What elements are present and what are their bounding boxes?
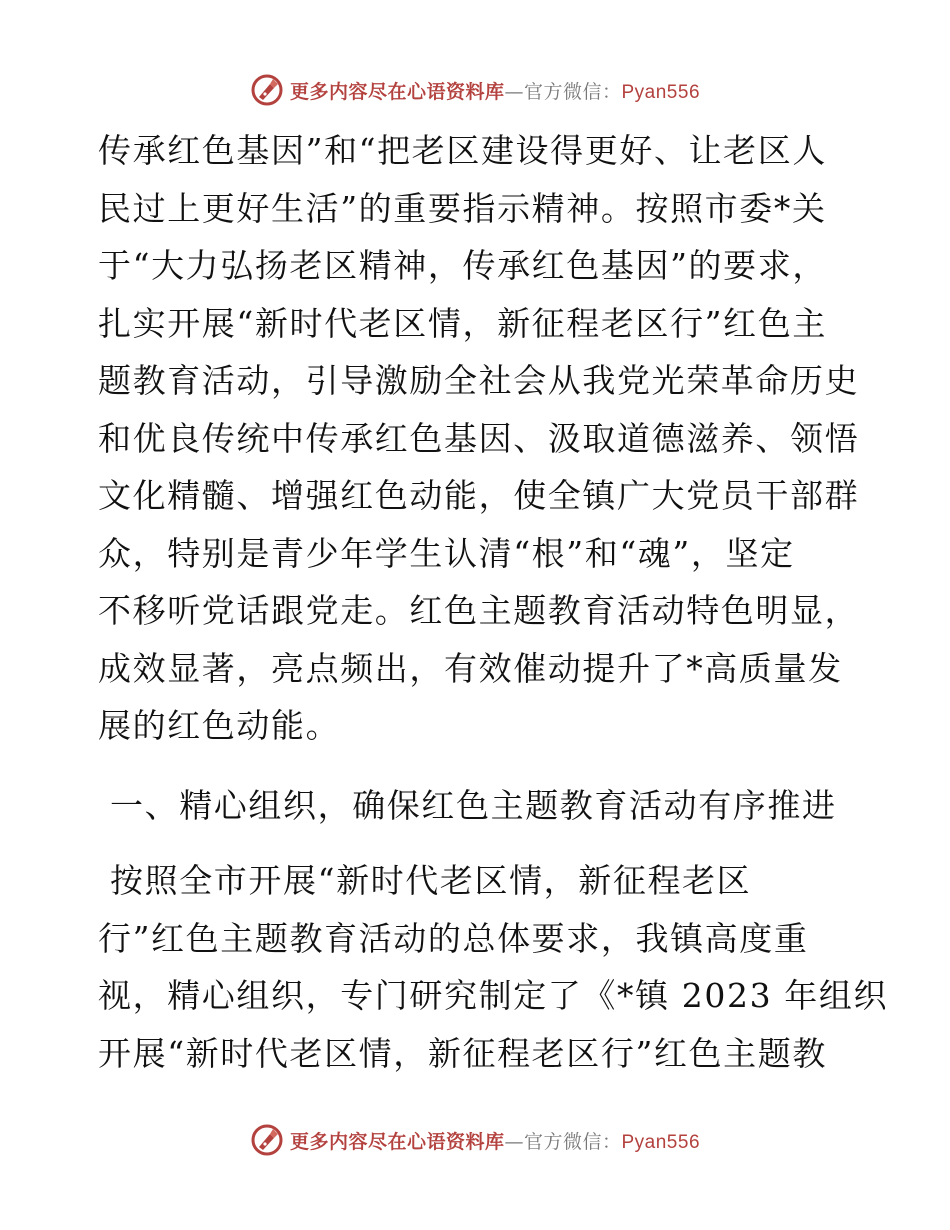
paragraph-2 bbox=[98, 852, 889, 1082]
text-line: 题教育活动，引导激励全社会从我党光荣革命历史 bbox=[98, 361, 860, 400]
watermark-separator: — bbox=[504, 1130, 524, 1153]
watermark-contact-id: Pyan556 bbox=[621, 81, 701, 103]
pen-nib-logo-icon bbox=[250, 73, 284, 107]
text-line: 于“大力弘扬老区精神，传承红色基因”的要求， bbox=[98, 246, 827, 285]
text-line: 众，特别是青少年学生认清“根”和“魂”，坚定 bbox=[98, 533, 795, 573]
paragraph-1 bbox=[98, 122, 858, 755]
watermark-separator: — bbox=[504, 80, 524, 103]
text-line: 民过上更好生活”的重要指示精神。按照市委*关 bbox=[98, 188, 827, 228]
text-line: 文化精髓、增强红色动能，使全镇广大党员干部群 bbox=[98, 476, 860, 515]
watermark-text bbox=[290, 77, 700, 104]
header-watermark bbox=[0, 70, 950, 110]
watermark-contact-id: Pyan556 bbox=[621, 1131, 701, 1153]
text-line: 传承红色基因”和“把老区建设得更好、让老区人 bbox=[98, 131, 827, 170]
text-line: 展的红色动能。 bbox=[98, 706, 341, 745]
watermark-text bbox=[290, 1127, 700, 1154]
watermark-site: 更多内容尽在心语资料库 bbox=[289, 1130, 505, 1153]
text-line: 按照全市开展“新时代老区情，新征程老区 bbox=[110, 861, 752, 900]
text-line: 成效显著，亮点频出，有效催动提升了*高质量发 bbox=[98, 648, 843, 688]
text-line: 视，精心组织，专门研究制定了《*镇 2023 年组织 bbox=[98, 976, 889, 1015]
section-heading: 一、精心组织，确保红色主题教育活动有序推进 bbox=[110, 786, 837, 825]
text-line: 不移听党话跟党走。红色主题教育活动特色明显， bbox=[98, 591, 860, 630]
footer-watermark bbox=[0, 1120, 950, 1160]
text-line: 扎实开展“新时代老区情，新征程老区行”红色主 bbox=[98, 303, 827, 343]
text-line: 行”红色主题教育活动的总体要求，我镇高度重 bbox=[98, 918, 809, 958]
watermark-site: 更多内容尽在心语资料库 bbox=[289, 80, 505, 103]
text-line: 和优良传统中传承红色基因、汲取道德滋养、领悟 bbox=[98, 418, 860, 458]
watermark-contact-label: 官方微信： bbox=[523, 1130, 622, 1153]
pen-nib-logo-icon bbox=[250, 1123, 284, 1157]
text-line: 开展“新时代老区情，新征程老区行”红色主题教 bbox=[98, 1033, 827, 1073]
watermark-contact-label: 官方微信： bbox=[523, 80, 622, 103]
